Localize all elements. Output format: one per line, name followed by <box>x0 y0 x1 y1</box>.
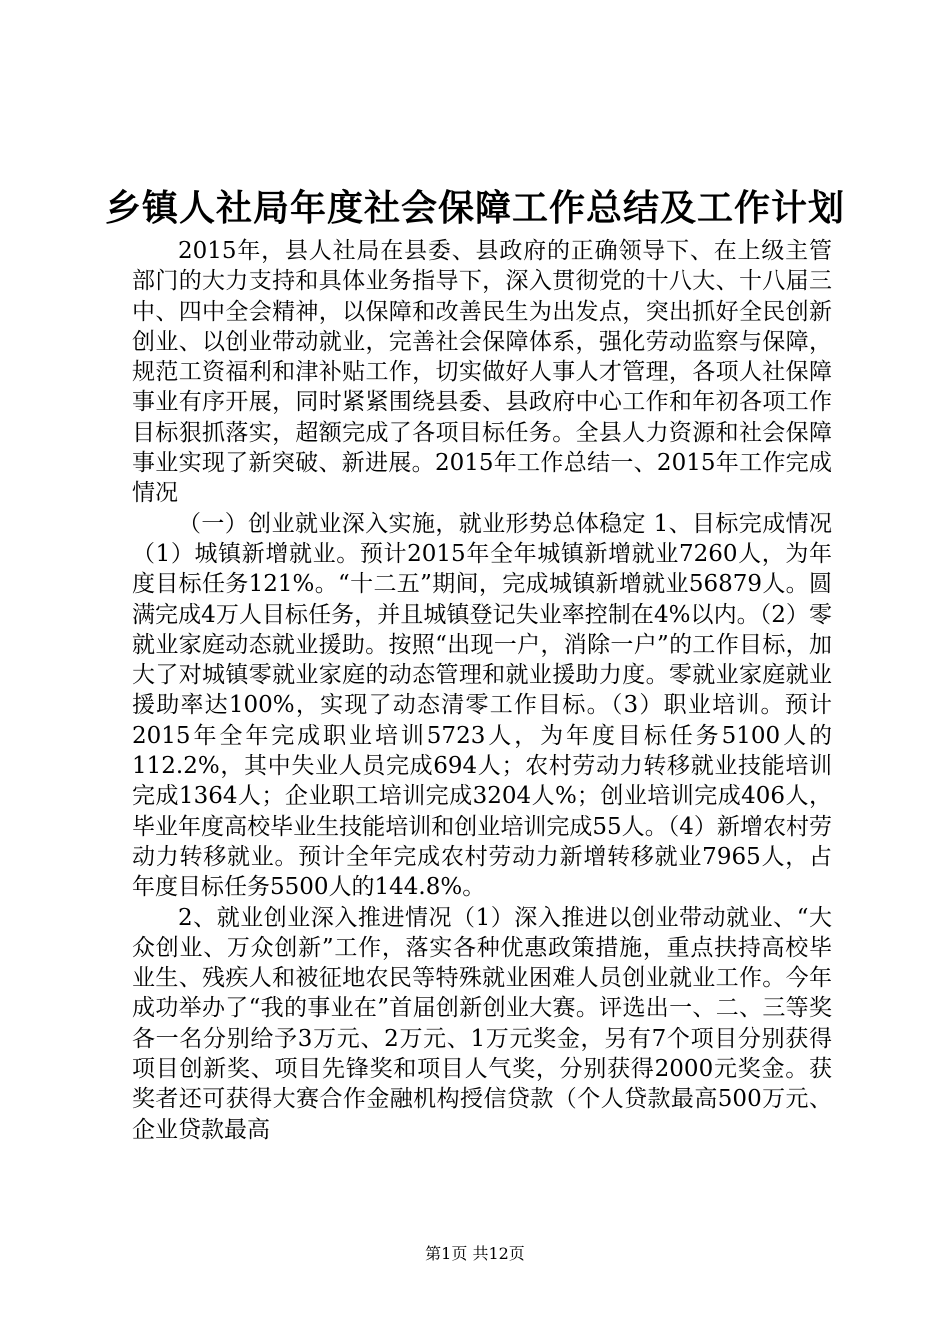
paragraph-intro: 2015年，县人社局在县委、县政府的正确领导下、在上级主管部门的大力支持和具体业务指导下，深入贯彻党的十八大、十八届三中、四中全会精神，以保障和改善民生为出发点，突出抓好全民创新创业、以创业带动就业，完善社会保障体系，强化劳动监察与保障，规范工资福利和津补贴工作，切实做好人事人才管理，各项人社保障事业有序开展，同时紧紧围绕县委、县政府中心工作和年初各项工作目标狠抓落实，超额完成了各项目标任务。全县人力资源和社会保障事业实现了新突破、新进展。2015年工作总结一、2015年工作完成情况 <box>132 238 832 507</box>
document-body <box>132 236 832 1145</box>
document-title: 乡镇人社局年度社会保障工作总结及工作计划 <box>104 187 845 229</box>
paragraph-entrepreneurship: 2、就业创业深入推进情况（1）深入推进以创业带动就业、“大众创业、万众创新”工作，落实各种优惠政策措施，重点扶持高校毕业生、残疾人和被征地农民等特殊就业困难人员创业就业工作。今年成功举办了“我的事业在”首届创新创业大赛。评选出一、二、三等奖各一名分别给予3万元、2万元、1万元奖金，另有7个项目分别获得项目创新奖、项目先锋奖和项目人气奖，分别获得2000元奖金。获奖者还可获得大赛合作金融机构授信贷款（个人贷款最高500万元、企业贷款最高 <box>132 904 832 1143</box>
page-footer: 第1页 共12页 <box>425 1244 525 1263</box>
paragraph-employment-targets: （一）创业就业深入实施，就业形势总体稳定 1、目标完成情况（1）城镇新增就业。预计2015年全年城镇新增就业7260人，为年度目标任务121%。“十二五”期间，完成城镇新增就业56879人。圆满完成4万人目标任务，并且城镇登记失业率控制在4%以内。（2）零就业家庭动态就业援助。按照“出现一户，消除一户”的工作目标，加大了对城镇零就业家庭的动态管理和就业援助力度。零就业家庭就业援助率达100%，实现了动态清零工作目标。（3）职业培训。预计2015年全年完成职业培训5723人，为年度目标任务5100人的112.2%，其中失业人员完成694人；农村劳动力转移就业技能培训完成1364人；企业职工培训完成3204人%；创业培训完成406人，毕业年度高校毕业生技能培训和创业培训完成55人。（4）新增农村劳动力转移就业。预计全年完成农村劳动力新增转移就业7965人，占年度目标任务5500人的144.8%。 <box>132 510 832 901</box>
